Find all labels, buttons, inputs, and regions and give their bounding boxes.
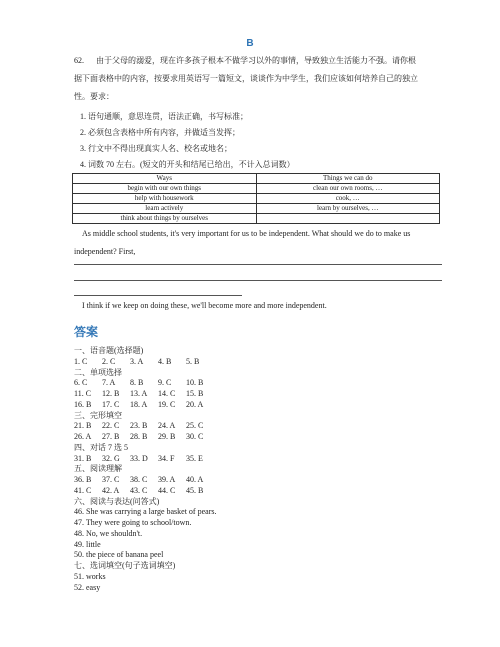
- ways-table: [72, 173, 440, 224]
- table-header: Things we can do: [256, 174, 440, 184]
- answer-row: [74, 486, 216, 497]
- answer-cell: 5. B: [186, 356, 200, 366]
- answer-row: [74, 378, 216, 389]
- answer-row: [74, 432, 216, 443]
- answer-row: [74, 357, 216, 368]
- answer-row: [74, 421, 216, 432]
- essay-opening-line-1: As middle school students, it's very important for us to be independent. What should we do to make us: [82, 229, 411, 238]
- answer-row: 五、阅读理解: [74, 464, 122, 474]
- answer-cell: 36. B: [74, 475, 92, 484]
- table-header: Ways: [73, 174, 257, 184]
- answer-row: [74, 454, 216, 465]
- essay-ending: I think if we keep on doing these, we'll become more and more independent.: [82, 301, 327, 310]
- table-row: [73, 204, 440, 214]
- answer-cell: 19. C: [158, 399, 176, 409]
- answer-cell: 14. C: [158, 389, 176, 398]
- answer-cell: 18. A: [130, 399, 148, 409]
- answer-cell: 42. A: [102, 485, 120, 495]
- answer-cell: 33. D: [130, 453, 148, 463]
- question-line-2: 据下面表格中的内容，按要求用英语写一篇短文，谈谈作为中学生，我们应该如何培养自己的独立: [74, 74, 418, 83]
- answer-cell: 31. B: [74, 453, 92, 463]
- essay-opening-line-2: independent? First,: [74, 247, 136, 256]
- table-cell: clean our own rooms, …: [256, 184, 440, 194]
- answer-cell: 25. C: [186, 421, 204, 431]
- requirement-2: 2. 必须包含表格中所有内容，并做适当发挥；: [80, 128, 240, 137]
- answer-cell: 44. C: [158, 485, 176, 495]
- table-cell: think about things by ourselves: [73, 214, 257, 224]
- question-line-3: 性。要求：: [74, 92, 114, 101]
- answer-cell: 37. C: [102, 475, 120, 484]
- answer-cell: 6. C: [74, 378, 88, 388]
- answer-line: [74, 264, 442, 265]
- answer-cell: 9. C: [158, 378, 172, 388]
- answer-row: [74, 475, 216, 486]
- answer-cell: 32. G: [102, 453, 120, 463]
- answer-row: 一、语音题(选择题): [74, 346, 144, 355]
- section-title: B: [246, 38, 254, 49]
- answer-cell: 8. B: [130, 378, 144, 388]
- answer-cell: 45. B: [186, 485, 204, 495]
- answer-cell: 39. A: [158, 475, 176, 484]
- answer-cell: 15. B: [186, 389, 204, 398]
- essay-opening: [74, 228, 440, 258]
- table-cell: [256, 214, 440, 224]
- answer-row: 49. little: [74, 539, 101, 549]
- answer-row: 七、选词填空(句子选词填空): [74, 561, 176, 570]
- answer-cell: 40. A: [186, 475, 204, 484]
- answer-cell: 30. C: [186, 432, 204, 441]
- answer-row: 六、阅读与表达(问答式): [74, 496, 160, 506]
- answer-cell: 27. B: [102, 432, 120, 441]
- answer-cell: 3. A: [130, 356, 144, 366]
- answer-row: 47. They were going to school/town.: [74, 518, 192, 527]
- answer-cell: 2. C: [102, 356, 116, 366]
- answer-row: 四、对话 7 选 5: [74, 442, 128, 452]
- answer-cell: 7. A: [102, 378, 116, 388]
- answer-cell: 22. C: [102, 421, 120, 431]
- answer-cell: 12. B: [102, 389, 120, 398]
- answer-cell: 38. C: [130, 475, 148, 484]
- answer-cell: 4. B: [158, 356, 172, 366]
- answer-cell: 29. B: [158, 432, 176, 441]
- table-cell: help with housework: [73, 194, 257, 204]
- table-cell: cook, …: [256, 194, 440, 204]
- answer-cell: 11. C: [74, 389, 92, 398]
- answer-cell: 17. C: [102, 399, 120, 409]
- answer-row: 51. works: [74, 571, 106, 581]
- answer-key: [74, 346, 216, 593]
- table-header-row: [73, 174, 440, 184]
- answer-cell: 10. B: [186, 378, 204, 388]
- question-number: 62.: [74, 56, 84, 65]
- answer-cell: 35. E: [186, 453, 203, 463]
- answer-row: 三、完形填空: [74, 410, 122, 420]
- table-cell: learn actively: [73, 204, 257, 214]
- answer-cell: 28. B: [130, 432, 148, 441]
- answers-heading: 答案: [74, 325, 99, 339]
- answer-cell: 1. C: [74, 356, 88, 366]
- answer-cell: 20. A: [186, 399, 204, 409]
- answer-row: 46. She was carrying a large basket of pears.: [74, 507, 217, 517]
- table-row: [73, 194, 440, 204]
- table-row: [73, 214, 440, 224]
- answer-row: 48. No, we shouldn't.: [74, 528, 143, 538]
- answer-row: [74, 389, 216, 400]
- answer-row: [74, 400, 216, 411]
- answer-line: [74, 280, 442, 281]
- answer-cell: 23. B: [130, 421, 148, 431]
- answer-cell: 34. F: [158, 453, 175, 463]
- answer-cell: 43. C: [130, 485, 148, 495]
- answer-cell: 26. A: [74, 432, 92, 441]
- question-prompt: [74, 52, 434, 106]
- requirement-1: 1. 语句通顺，意思连贯，语法正确，书写标准；: [80, 112, 248, 121]
- answer-row: 50. the piece of banana peel: [74, 550, 164, 560]
- table-cell: learn by ourselves, …: [256, 204, 440, 214]
- answer-cell: 24. A: [158, 421, 176, 431]
- answer-cell: 41. C: [74, 485, 92, 495]
- answer-row: 52. easy: [74, 582, 101, 592]
- answer-cell: 13. A: [130, 389, 148, 398]
- answer-cell: 21. B: [74, 421, 92, 431]
- requirement-3: 3. 行文中不得出现真实人名、校名或地名；: [80, 144, 232, 153]
- question-line-1: 62. 由于父母的溺爱，现在许多孩子根本不做学习以外的事情，导致独立生活能力不强。请你根: [74, 52, 434, 70]
- table-row: [73, 184, 440, 194]
- answer-row: 二、单项选择: [74, 367, 122, 377]
- answer-cell: 16. B: [74, 399, 92, 409]
- answer-line: [74, 295, 242, 296]
- requirement-4: 4. 词数 70 左右。(短文的开头和结尾已给出，不计入总词数）: [80, 160, 295, 169]
- table-cell: begin with our own things: [73, 184, 257, 194]
